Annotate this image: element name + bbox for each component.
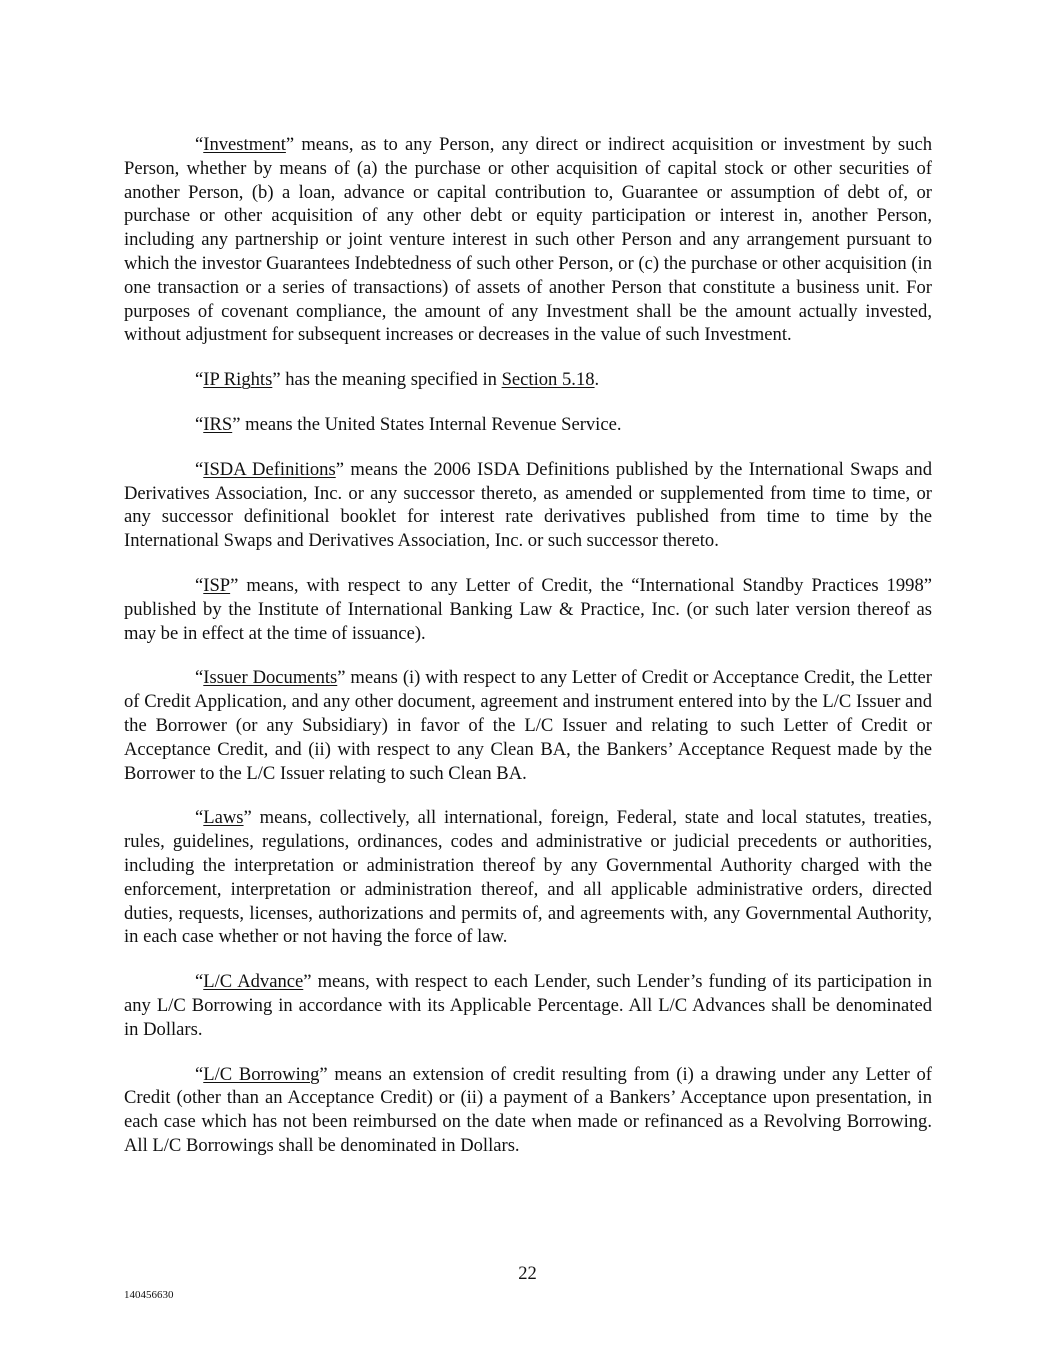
defined-term: ISDA Definitions	[203, 458, 336, 480]
defined-term: IP Rights	[203, 369, 273, 391]
open-quote: “	[195, 807, 204, 829]
definition-issuer-documents	[124, 666, 932, 785]
open-quote: “	[195, 458, 204, 480]
definition-laws	[124, 806, 932, 949]
definition-investment	[124, 133, 932, 347]
definition-isda-definitions	[124, 458, 932, 553]
definition-text: ” means, with respect to any Letter of Credit, the “International Standby Practices 1998” published by the Institute of International Banking Law & Practice, Inc. (or such later version thereof as may be in effect at the time of issuance).	[124, 574, 932, 644]
definition-text: ” means an extension of credit resulting from (i) a drawing under any Letter of Credit (other than an Acceptance Credit) or (ii) a payment of a Bankers’ Acceptance upon presentation, in each case which has not been reimbursed on the date when made or refinanced as a Revolving Borrowing. All L/C Borrowings shall be denominated in Dollars.	[124, 1063, 932, 1156]
open-quote: “	[195, 574, 204, 596]
page-number: 22	[518, 1263, 537, 1284]
definition-ip-rights	[124, 368, 932, 392]
section-reference: Section 5.18	[501, 369, 595, 391]
definition-text: ” means, collectively, all international, foreign, Federal, state and local statutes, treaties, rules, guidelines, regulations, ordinances, codes and administrative or judicial precedents or authorities, including the interpretation or administration thereof by any Governmental Authority charged with the enforcement, interpretation or administration thereof, and all applicable administrative orders, directed duties, requests, licenses, authorizations and permits of, and agreements with, any Governmental Authority, in each case whether or not having the force of law.	[124, 807, 932, 948]
defined-term: Issuer Documents	[203, 667, 338, 689]
document-id: 140456630	[124, 1289, 174, 1301]
open-quote: “	[195, 1063, 204, 1085]
definition-text: ” means the United States Internal Revenue Service.	[232, 413, 622, 435]
open-quote: “	[195, 971, 204, 993]
definition-irs	[124, 413, 932, 437]
open-quote: “	[195, 134, 204, 155]
defined-term: ISP	[203, 574, 231, 596]
definition-text: ” means (i) with respect to any Letter of Credit or Acceptance Credit, the Letter of Credit Application, and any other document, agreement and instrument entered into by the L/C Issuer and the Borrower (or any Subsidiary) in favor of the L/C Issuer and relating to such Letter of Credit or Acceptance Credit, and (ii) with respect to any Clean BA, the Bankers’ Acceptance Request made by the Borrower to the L/C Issuer relating to such Clean BA.	[124, 667, 932, 784]
definition-text: ” means, with respect to each Lender, such Lender’s funding of its participation in any L/C Borrowing in accordance with its Applicable Percentage. All L/C Advances shall be denominated in Dollars.	[124, 971, 933, 1040]
definition-text: ” has the meaning specified in	[272, 369, 502, 391]
definition-lc-advance	[124, 970, 932, 1041]
defined-term: Laws	[203, 807, 244, 829]
defined-term: Investment	[203, 134, 286, 155]
open-quote: “	[195, 667, 204, 689]
definition-text: ” means, as to any Person, any direct or indirect acquisition or investment by such Person, whether by means of (a) the purchase or other acquisition of capital stock or other securities of another Person, (b) a loan, advance or capital contribution to, Guarantee or assumption of debt of, or purchase or other acquisition of any other debt or equity participation or interest in, another Person, including any partnership or joint venture interest in such other Person and any arrangement pursuant to which the investor Guarantees Indebtedness of such other Person, or (c) the purchase or other acquisition (in one transaction or a series of transactions) of assets of another Person that constitute a business unit. For purposes of covenant compliance, the amount of any Investment shall be the amount actually invested, without adjustment for subsequent increases or decreases in the value of such Investment.	[124, 134, 932, 346]
definition-lc-borrowing	[124, 1063, 932, 1158]
open-quote: “	[195, 413, 204, 435]
defined-term: IRS	[203, 413, 233, 435]
definition-isp	[124, 574, 932, 645]
definition-text: ” means the 2006 ISDA Definitions published by the International Swaps and Derivatives Association, Inc. or any successor thereto, as amended or supplemented from time to time, or any successor definitional booklet for interest rate derivatives published from time to time by the International Swaps and Derivatives Association, Inc. or such successor thereto.	[124, 458, 932, 552]
definition-tail: .	[594, 369, 600, 391]
document-body	[124, 133, 932, 1179]
defined-term: L/C Advance	[203, 971, 304, 993]
defined-term: L/C Borrowing	[203, 1063, 320, 1085]
open-quote: “	[195, 369, 204, 391]
